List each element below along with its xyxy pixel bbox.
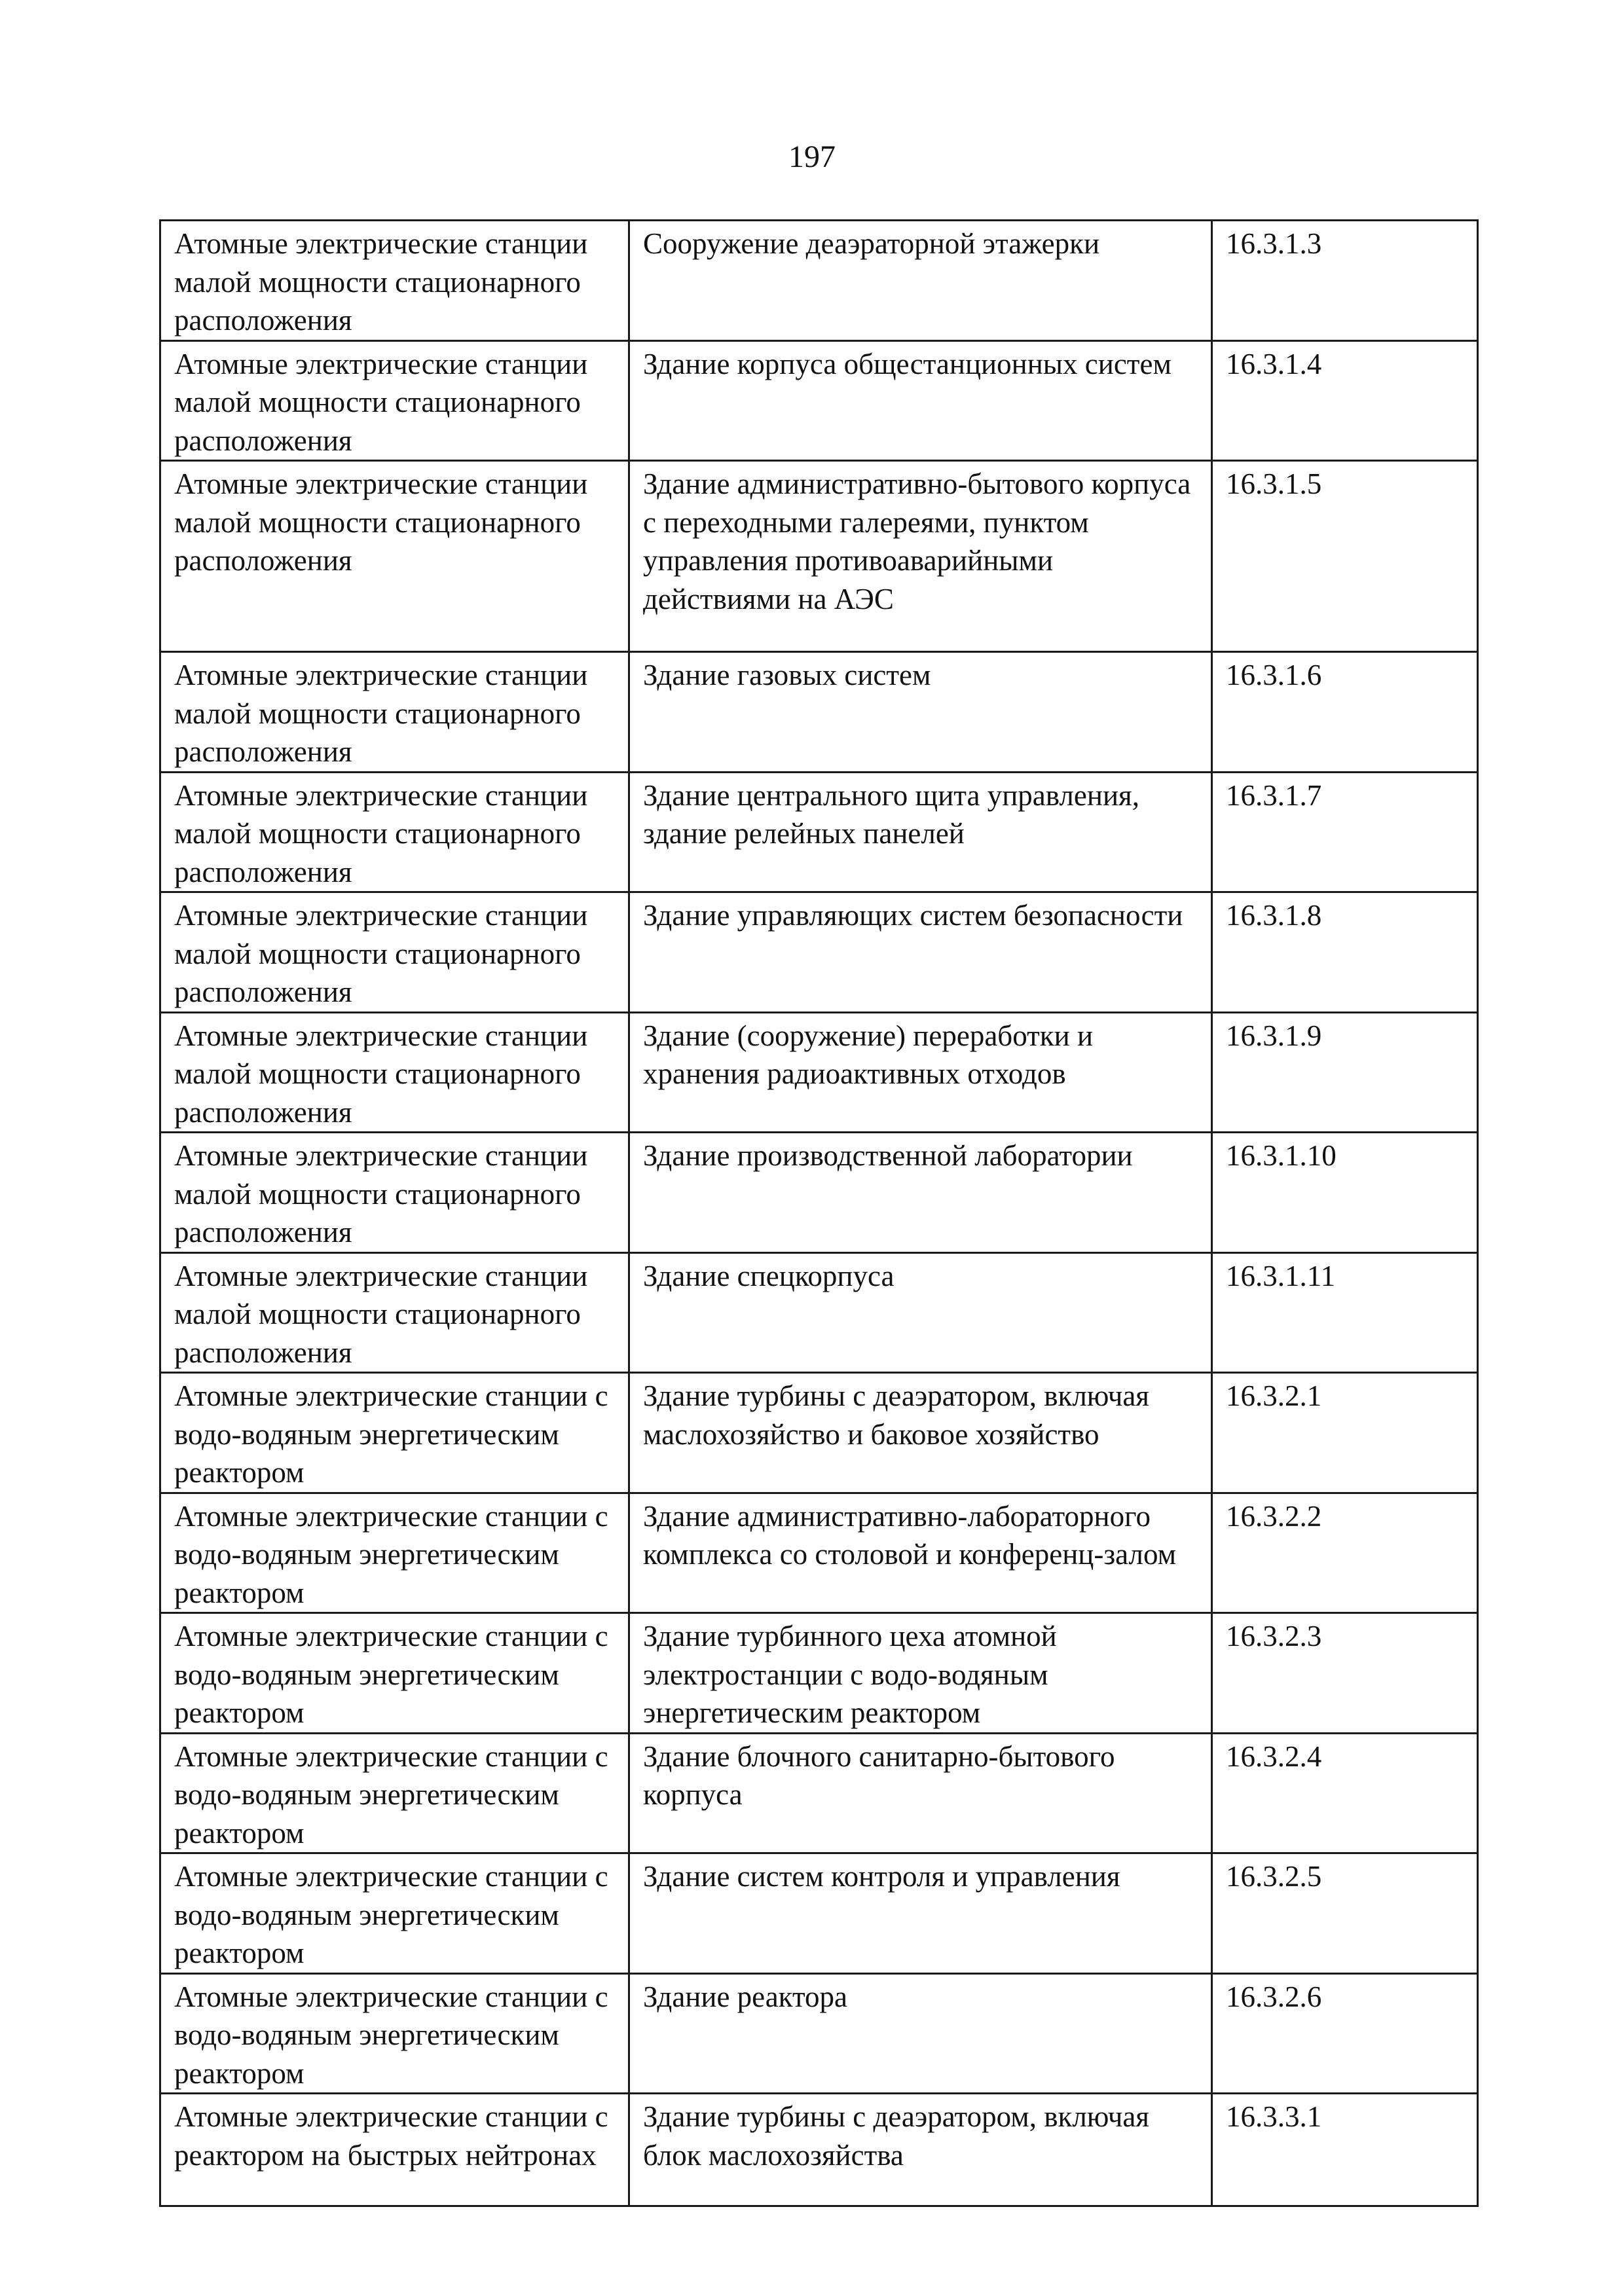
code-cell: 16.3.2.6 [1212,1973,1478,2094]
building-cell: Здание корпуса общестанционных систем [629,340,1212,461]
code-cell: 16.3.1.7 [1212,772,1478,892]
code-cell: 16.3.2.2 [1212,1493,1478,1613]
category-cell: Атомные электрические станции малой мощности стационарного расположения [160,892,629,1013]
table-row [160,892,1478,1013]
page-number: 197 [788,139,836,174]
table-row [160,1853,1478,1974]
code-cell: 16.3.1.8 [1212,892,1478,1013]
building-cell: Здание систем контроля и управления [629,1853,1212,1974]
building-cell: Здание блочного санитарно-бытового корпуса [629,1733,1212,1853]
table-row [160,1493,1478,1613]
table-row [160,2094,1478,2206]
code-cell: 16.3.1.11 [1212,1252,1478,1373]
building-cell: Сооружение деаэраторной этажерки [629,221,1212,341]
category-cell: Атомные электрические станции малой мощности стационарного расположения [160,461,629,652]
category-cell: Атомные электрические станции малой мощности стационарного расположения [160,1252,629,1373]
code-cell: 16.3.2.1 [1212,1373,1478,1493]
category-cell: Атомные электрические станции малой мощности стационарного расположения [160,1133,629,1253]
building-cell: Здание производственной лаборатории [629,1133,1212,1253]
table-row [160,461,1478,652]
building-classification-table [159,219,1479,2207]
category-cell: Атомные электрические станции с водо-водяным энергетическим реактором [160,1613,629,1734]
table-row [160,221,1478,341]
table-row [160,1373,1478,1493]
building-cell: Здание газовых систем [629,652,1212,773]
table-row [160,1252,1478,1373]
building-cell: Здание управляющих систем безопасности [629,892,1212,1013]
category-cell: Атомные электрические станции малой мощности стационарного расположения [160,1012,629,1133]
building-cell: Здание (сооружение) переработки и хранения радиоактивных отходов [629,1012,1212,1133]
category-cell: Атомные электрические станции малой мощности стационарного расположения [160,340,629,461]
category-cell: Атомные электрические станции с водо-водяным энергетическим реактором [160,1973,629,2094]
code-cell: 16.3.1.4 [1212,340,1478,461]
code-cell: 16.3.2.4 [1212,1733,1478,1853]
building-cell: Здание центрального щита управления, здание релейных панелей [629,772,1212,892]
code-cell: 16.3.1.6 [1212,652,1478,773]
category-cell: Атомные электрические станции с реактором на быстрых нейтронах [160,2094,629,2206]
building-cell: Здание административно-лабораторного комплекса со столовой и конференц-залом [629,1493,1212,1613]
table-row [160,1133,1478,1253]
table-row [160,1733,1478,1853]
code-cell: 16.3.1.5 [1212,461,1478,652]
code-cell: 16.3.1.9 [1212,1012,1478,1133]
building-cell: Здание спецкорпуса [629,1252,1212,1373]
category-cell: Атомные электрические станции с водо-водяным энергетическим реактором [160,1373,629,1493]
table-row [160,652,1478,773]
category-cell: Атомные электрические станции с водо-водяным энергетическим реактором [160,1733,629,1853]
building-cell: Здание турбины с деаэратором, включая блок маслохозяйства [629,2094,1212,2206]
building-cell: Здание турбины с деаэратором, включая маслохозяйство и баковое хозяйство [629,1373,1212,1493]
code-cell: 16.3.2.3 [1212,1613,1478,1734]
code-cell: 16.3.3.1 [1212,2094,1478,2206]
category-cell: Атомные электрические станции с водо-водяным энергетическим реактором [160,1853,629,1974]
table-row [160,1973,1478,2094]
category-cell: Атомные электрические станции малой мощности стационарного расположения [160,772,629,892]
table-row [160,340,1478,461]
table-row [160,1012,1478,1133]
building-cell: Здание турбинного цеха атомной электростанции с водо-водяным энергетическим реактором [629,1613,1212,1734]
building-cell: Здание административно-бытового корпуса с переходными галереями, пунктом управления противоаварийными действиями на АЭС [629,461,1212,652]
category-cell: Атомные электрические станции малой мощности стационарного расположения [160,652,629,773]
table-row [160,1613,1478,1734]
category-cell: Атомные электрические станции с водо-водяным энергетическим реактором [160,1493,629,1613]
category-cell: Атомные электрические станции малой мощности стационарного расположения [160,221,629,341]
code-cell: 16.3.1.3 [1212,221,1478,341]
code-cell: 16.3.2.5 [1212,1853,1478,1974]
building-cell: Здание реактора [629,1973,1212,2094]
table-row [160,772,1478,892]
code-cell: 16.3.1.10 [1212,1133,1478,1253]
